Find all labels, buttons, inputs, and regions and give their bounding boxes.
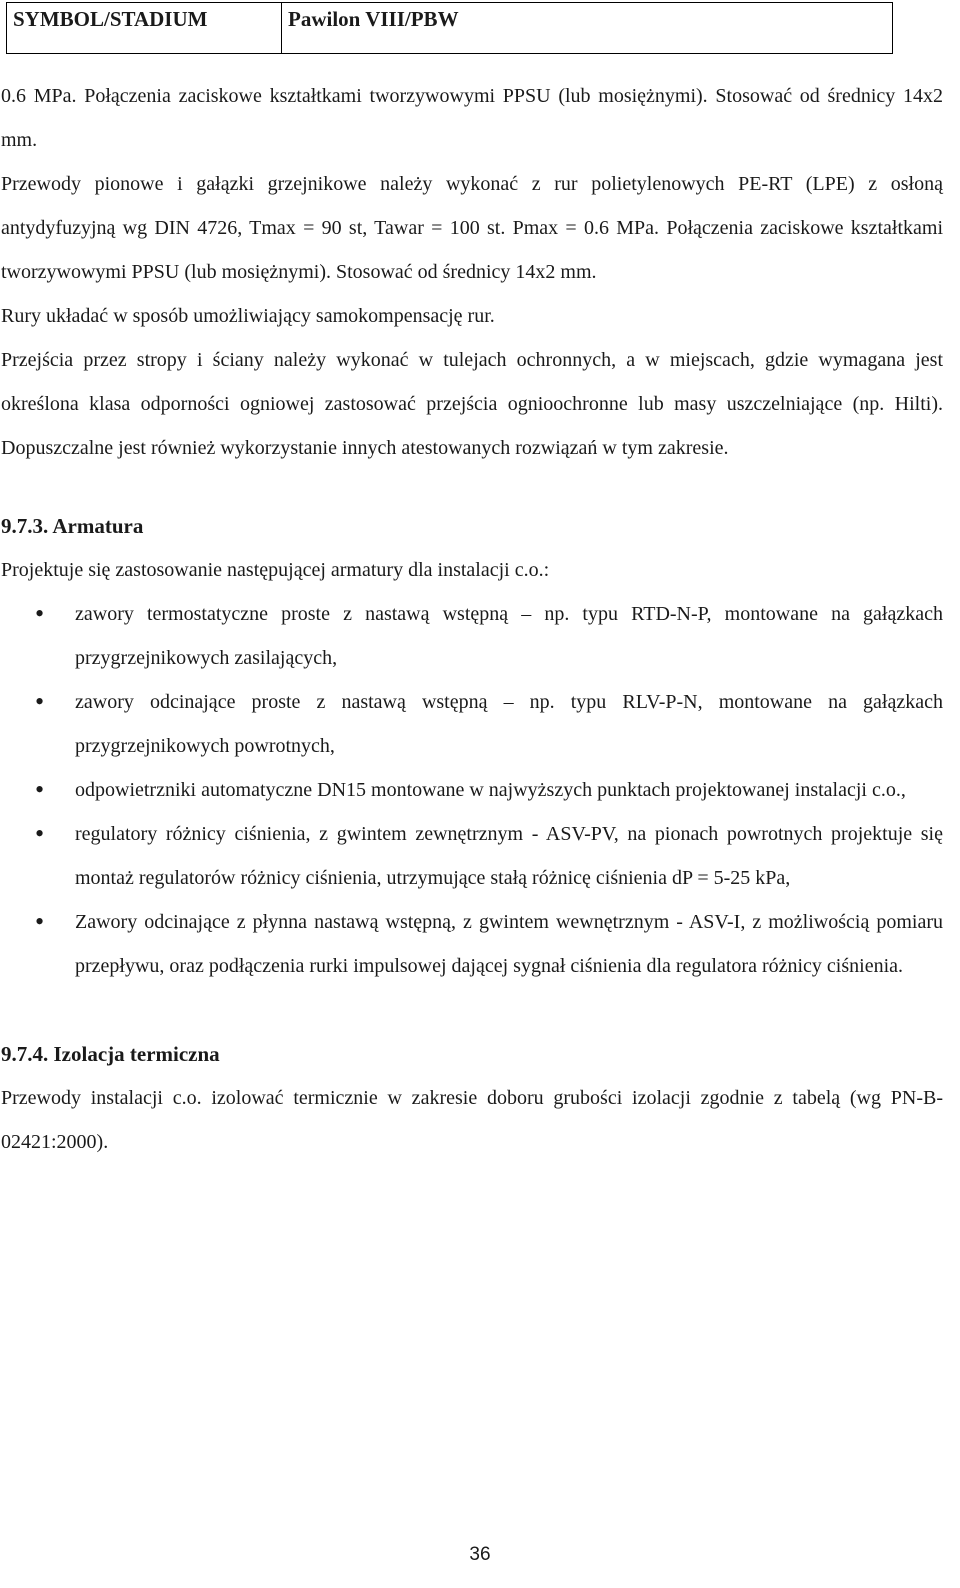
section-heading-armatura: 9.7.3. Armatura bbox=[1, 514, 144, 538]
armatura-list bbox=[1, 592, 943, 988]
paragraph-self-compensation: Rury układać w sposób umożliwiający samokompensację rur. bbox=[1, 305, 495, 327]
list-item: • Zawory odcinające z płynna nastawą wstępną, z gwintem wewnętrznym - ASV-I, z możliwością pomiaru przepływu, oraz podłączenia rurki impulsowej dającej sygnał ciśnienia dla regulatora różnicy ciśnienia. bbox=[1, 900, 943, 988]
paragraph-penetrations: Przejścia przez stropy i ściany należy wykonać w tulejach ochronnych, a w miejscach, gdzie wymagana jest określona klasa odporności ogniowej zastosować przejścia ognioochronne lub masy uszczelniające (np. Hilti). Dopuszczalne jest również wykorzystanie innych atestowanych rozwiązań w tym zakresie. bbox=[1, 349, 943, 459]
armatura-intro: Projektuje się zastosowanie następującej armatury dla instalacji c.o.: bbox=[1, 559, 550, 581]
header-pawilon: Pawilon VIII/PBW bbox=[288, 7, 459, 31]
paragraph-risers-branches: Przewody pionowe i gałązki grzejnikowe należy wykonać z rur polietylenowych PE-RT (LPE) z osłoną antydyfuzyjną wg DIN 4726, Tmax = 90 st, Tawar = 100 st. Pmax = 0.6 MPa. Połączenia zaciskowe kształtkami tworzywowymi PPSU (lub mosiężnymi). Stosować od średnicy 14x2 mm. bbox=[1, 173, 943, 283]
document-header-table bbox=[6, 2, 893, 54]
page-number: 36 bbox=[469, 1544, 491, 1565]
list-item: • zawory termostatyczne proste z nastawą wstępną – np. typu RTD-N-P, montowane na gałązkach przygrzejnikowych zasilających, bbox=[1, 592, 943, 680]
izolacja-text: Przewody instalacji c.o. izolować termicznie w zakresie doboru grubości izolacji zgodnie z tabelą (wg PN-B-02421:2000). bbox=[1, 1087, 943, 1153]
section-heading-izolacja: 9.7.4. Izolacja termiczna bbox=[1, 1042, 220, 1066]
document-body bbox=[1, 74, 943, 1164]
header-symbol-stadium: SYMBOL/STADIUM bbox=[7, 3, 282, 53]
list-item: • regulatory różnicy ciśnienia, z gwintem zewnętrznym - ASV-PV, na pionach powrotnych projektuje się montaż regulatorów różnicy ciśnienia, utrzymujące stałą różnicę ciśnienia dP = 5-25 kPa, bbox=[1, 812, 943, 900]
list-item: • odpowietrzniki automatyczne DN15 montowane w najwyższych punktach projektowanej instalacji c.o., bbox=[1, 768, 943, 812]
list-item: • zawory odcinające proste z nastawą wstępną – np. typu RLV-P-N, montowane na gałązkach przygrzejnikowych powrotnych, bbox=[1, 680, 943, 768]
paragraph-pressure-connections: 0.6 MPa. Połączenia zaciskowe kształtkami tworzywowymi PPSU (lub mosiężnymi). Stosować od średnicy 14x2 mm. bbox=[1, 85, 943, 151]
